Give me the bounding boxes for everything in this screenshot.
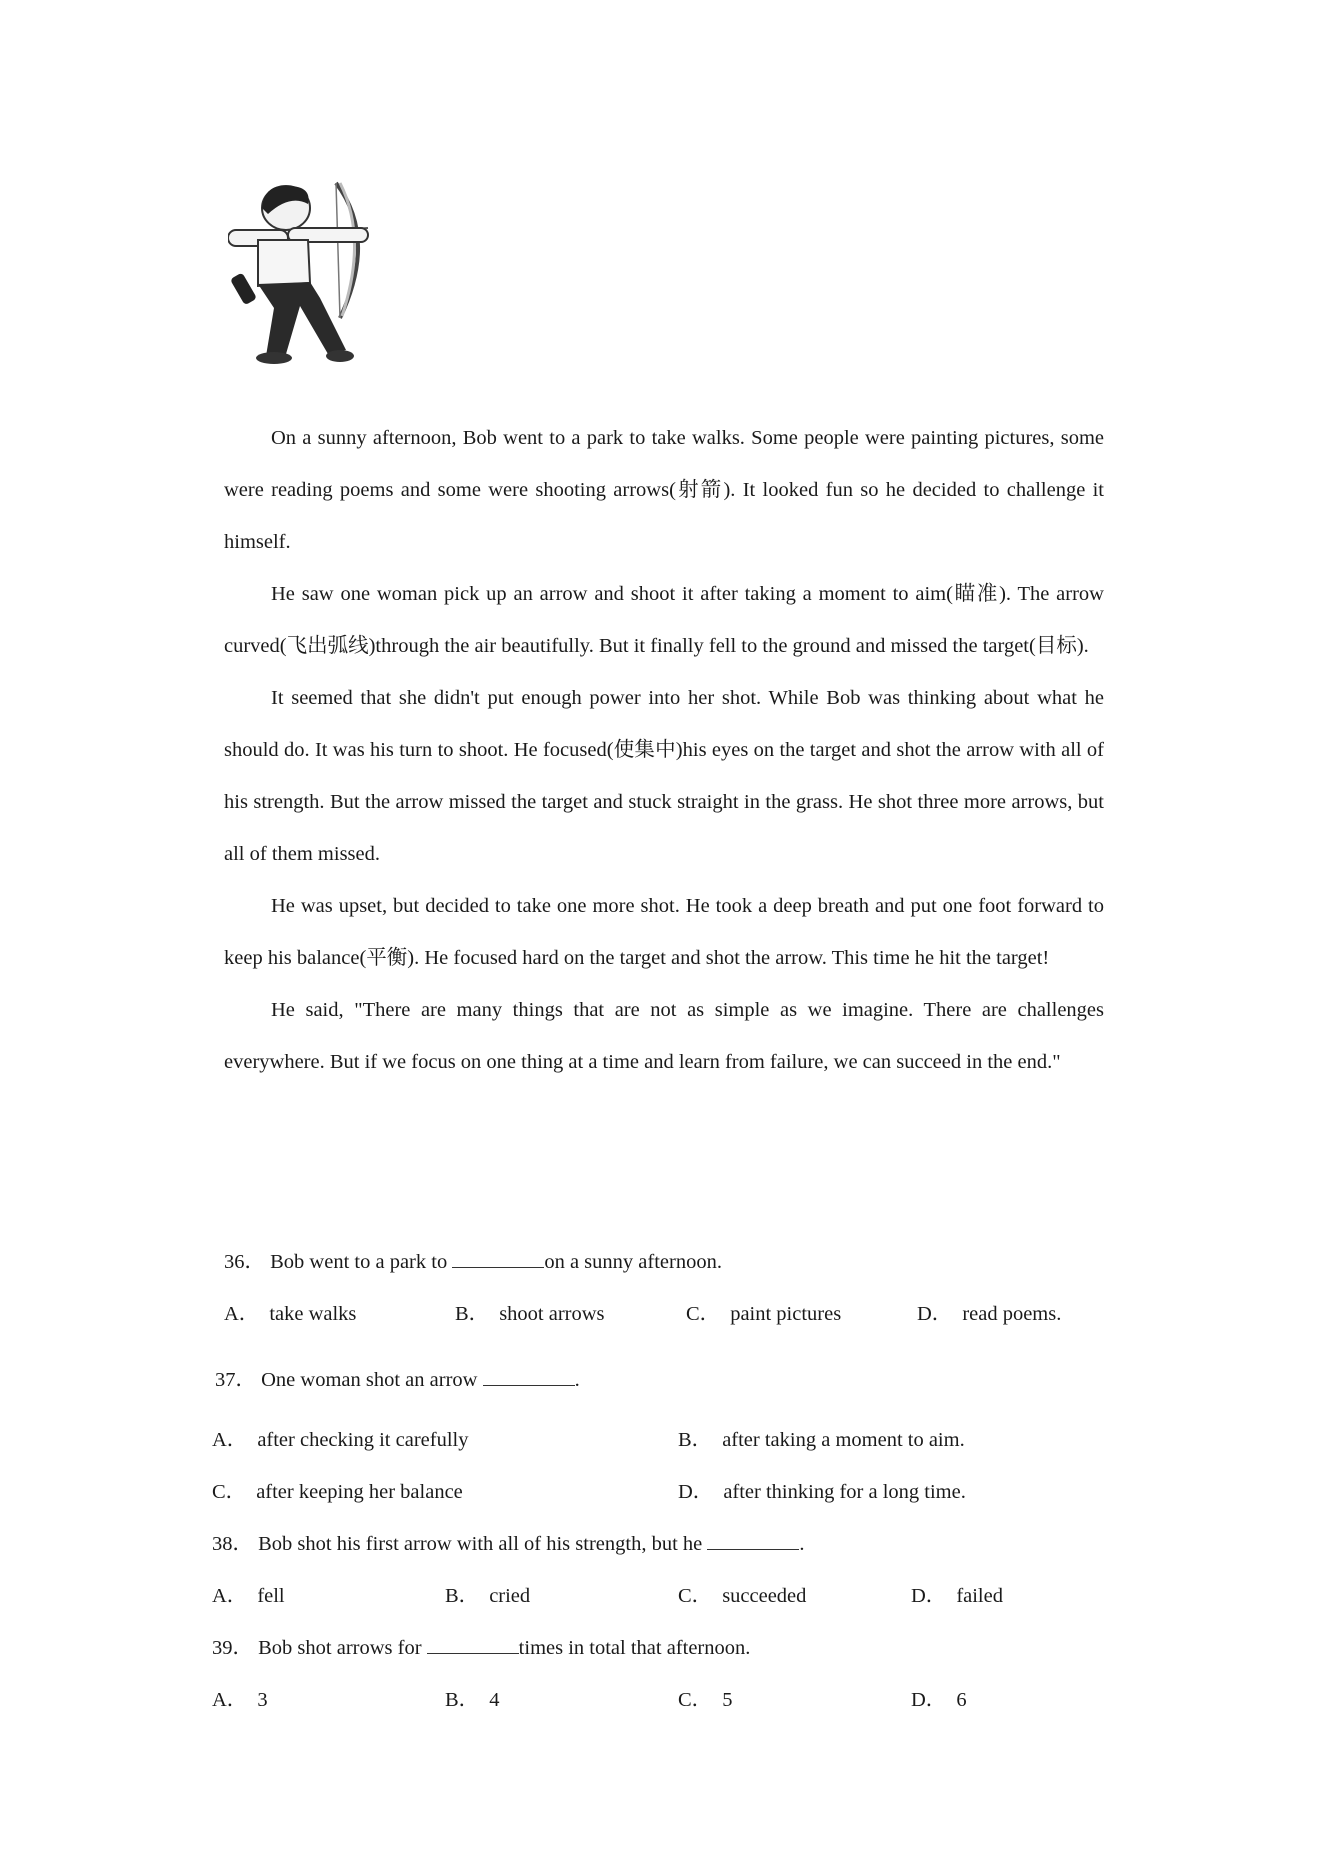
passage-paragraph: It seemed that she didn't put enough power into her shot. While Bob was thinking about what he should do. It was his turn to shoot. He focused(使集中)his eyes on the target and shot the arrow with all of his strength. But the arrow missed the target and stuck straight in the grass. He shot three more arrows, but all of them missed. [224,687,1104,865]
question-text: One woman shot an arrow [261,1369,483,1391]
option-text: shoot arrows [499,1303,605,1325]
option-d[interactable] [911,1686,967,1714]
question-number: 37． [215,1369,256,1391]
option-label: D． [911,1689,947,1711]
option-label: C． [686,1303,721,1325]
option-c[interactable] [686,1300,841,1328]
question-text: . [574,1369,580,1391]
option-label: C． [212,1481,247,1503]
option-text: paint pictures [730,1303,842,1325]
option-text: fell [257,1585,285,1607]
option-text: read poems. [962,1303,1062,1325]
option-b[interactable] [678,1426,965,1454]
option-label: D． [678,1481,714,1503]
option-d[interactable] [678,1478,966,1506]
option-label: A． [212,1429,248,1451]
question-38 [212,1530,805,1558]
question-number: 39． [212,1637,253,1659]
option-label: A． [212,1585,248,1607]
option-a[interactable] [212,1686,268,1714]
option-label: B． [678,1429,713,1451]
option-text: after thinking for a long time. [723,1481,966,1503]
option-d[interactable] [917,1300,1061,1328]
question-37 [215,1366,580,1394]
question-text: times in total that afternoon. [518,1637,751,1659]
option-label: A． [224,1303,260,1325]
option-label: D． [917,1303,953,1325]
option-text: 6 [956,1689,967,1711]
option-b[interactable] [455,1300,605,1328]
question-text: Bob shot his first arrow with all of his strength, but he [258,1533,708,1555]
option-text: 4 [489,1689,500,1711]
option-label: B． [445,1689,480,1711]
option-label: C． [678,1585,713,1607]
option-label: B． [445,1585,480,1607]
question-text: Bob went to a park to [270,1251,453,1273]
question-number: 38． [212,1533,253,1555]
answer-blank [452,1249,544,1268]
reading-passage [224,412,1104,1088]
question-text: . [799,1533,805,1555]
option-b[interactable] [445,1582,530,1610]
question-text: Bob shot arrows for [258,1637,427,1659]
answer-blank [707,1531,799,1550]
option-text: failed [956,1585,1003,1607]
option-d[interactable] [911,1582,1003,1610]
question-36 [224,1248,722,1276]
option-text: after taking a moment to aim. [722,1429,965,1451]
archer-illustration-icon [228,178,376,368]
option-b[interactable] [445,1686,499,1714]
answer-blank [427,1635,519,1654]
question-39 [212,1634,750,1662]
question-number: 36． [224,1251,265,1273]
option-c[interactable] [678,1582,806,1610]
option-a[interactable] [212,1426,468,1454]
option-label: B． [455,1303,490,1325]
option-label: A． [212,1689,248,1711]
option-text: cried [489,1585,531,1607]
option-text: 5 [722,1689,733,1711]
passage-paragraph: He saw one woman pick up an arrow and shoot it after taking a moment to aim(瞄准). The arrow curved(飞出弧线)through the air beautifully. But it finally fell to the ground and missed the target(目标). [224,583,1104,657]
option-text: succeeded [722,1585,807,1607]
option-label: D． [911,1585,947,1607]
option-text: after checking it carefully [257,1429,469,1451]
question-text: on a sunny afternoon. [544,1251,722,1273]
passage-paragraph: He said, "There are many things that are not as simple as we imagine. There are challenges everywhere. But if we focus on one thing at a time and learn from failure, we can succeed in the end." [224,999,1104,1073]
option-c[interactable] [212,1478,463,1506]
option-text: take walks [269,1303,357,1325]
passage-paragraph: On a sunny afternoon, Bob went to a park to take walks. Some people were painting pictures, some were reading poems and some were shooting arrows(射箭). It looked fun so he decided to challenge it himself. [224,427,1104,553]
option-c[interactable] [678,1686,732,1714]
option-text: after keeping her balance [256,1481,463,1503]
answer-blank [483,1367,575,1386]
option-a[interactable] [224,1300,356,1328]
option-a[interactable] [212,1582,285,1610]
passage-paragraph: He was upset, but decided to take one more shot. He took a deep breath and put one foot forward to keep his balance(平衡). He focused hard on the target and shot the arrow. This time he hit the target! [224,895,1104,969]
option-text: 3 [257,1689,268,1711]
option-label: C． [678,1689,713,1711]
